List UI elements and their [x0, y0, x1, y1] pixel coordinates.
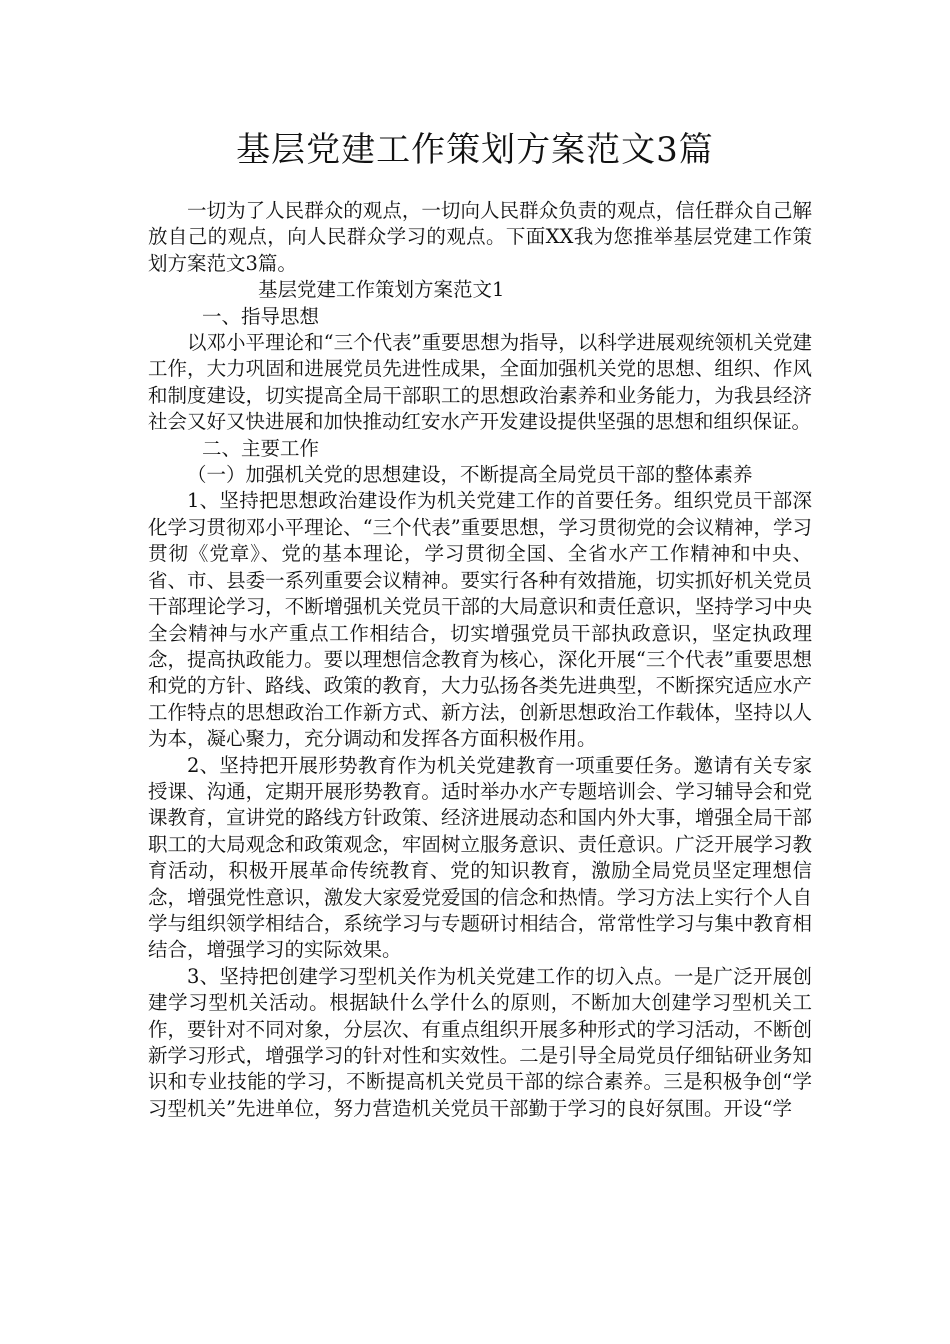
- intro-paragraph: 一切为了人民群众的观点，一切向人民群众负责的观点，信任群众自己解放自己的观点，向人民群众学习的观点。下面XX我为您推举基层党建工作策划方案范文3篇。: [148, 199, 812, 275]
- document-title: 基层党建工作策划方案范文3篇: [236, 130, 714, 170]
- heading-main-work: 二、主要工作: [202, 436, 320, 460]
- item-2-paragraph: 2、坚持把开展形势教育作为机关党建教育一项重要任务。邀请有关专家授课、沟通，定期开展形势教育。适时举办水产专题培训会、学习辅导会和党课教育，宣讲党的路线方针政策、经济进展动态和国内外大事，增强全局干部职工的大局观念和政策观念，牢固树立服务意识、责任意识。广泛开展学习教育活动，积极开展革命传统教育、党的知识教育，激励全局党员坚定理想信念，增强党性意识，激发大家爱党爱国的信念和热情。学习方法上实行个人自学与组织领学相结合，系统学习与专题研讨相结合，常常性学习与集中教育相结合，增强学习的实际效果。: [148, 753, 812, 962]
- heading-guiding-ideology: 一、指导思想: [202, 304, 320, 328]
- section-title: 基层党建工作策划方案范文1: [258, 278, 505, 302]
- item-1-paragraph: 1、坚持把思想政治建设作为机关党建工作的首要任务。组织党员干部深化学习贯彻邓小平理论、“三个代表”重要思想，学习贯彻党的会议精神，学习贯彻《党章》、党的基本理论，学习贯彻全国、全省水产工作精神和中央、省、市、县委一系列重要会议精神。要实行各种有效措施，切实抓好机关党员干部理论学习，不断增强机关党员干部的大局意识和责任意识，坚持学习中央全会精神与水产重点工作相结合，切实增强党员干部执政意识，坚定执政理念，提高执政能力。要以理想信念教育为核心，深化开展“三个代表”重要思想和党的方针、路线、政策的教育，大力弘扬各类先进典型，不断探究适应水产工作特点的思想政治工作新方式、新方法，创新思想政治工作载体，坚持以人为本，凝心聚力，充分调动和发挥各方面积极作用。: [148, 489, 812, 751]
- paragraph-guiding-ideology: 以邓小平理论和“三个代表”重要思想为指导，以科学进展观统领机关党建工作，大力巩固和进展党员先进性成果，全面加强机关党的思想、组织、作风和制度建设，切实提高全局干部职工的思想政治素养和业务能力，为我县经济社会又好又快进展和加快推动红安水产开发建设提供坚强的思想和组织保证。: [148, 331, 812, 434]
- document-body: [148, 198, 812, 1122]
- subheading-ideological-building: （一）加强机关党的思想建设，不断提高全局党员干部的整体素养: [187, 463, 753, 487]
- item-3-paragraph: 3、坚持把创建学习型机关作为机关党建工作的切入点。一是广泛开展创建学习型机关活动。根据缺什么学什么的原则，不断加大创建学习型机关工作，要针对不同对象，分层次、有重点组织开展多种形式的学习活动，不断创新学习形式，增强学习的针对性和实效性。二是引导全局党员仔细钻研业务知识和专业技能的学习，不断提高机关党员干部的综合素养。三是积极争创“学习型机关”先进单位，努力营造机关党员干部勤于学习的良好氛围。开设“学: [148, 964, 812, 1120]
